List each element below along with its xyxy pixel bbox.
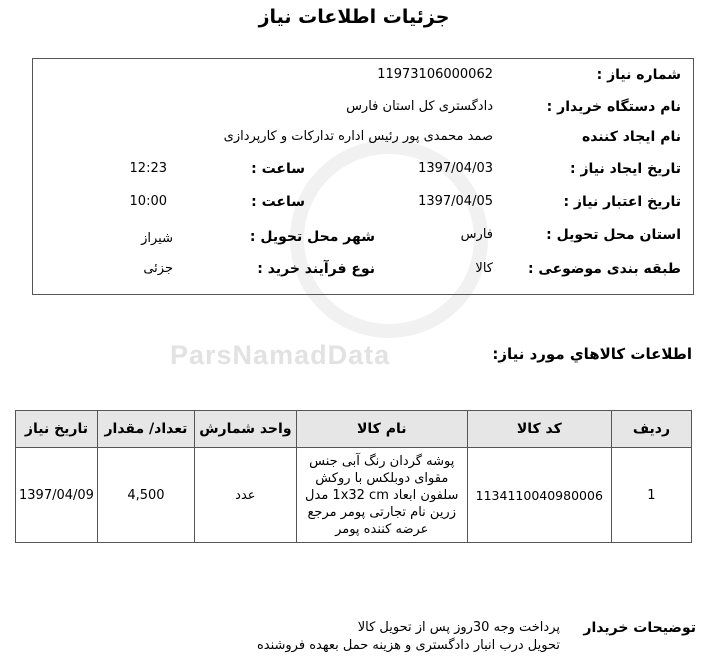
buyer-note-line: تحویل درب انبار دادگستری و هزینه حمل بعهده فروشنده bbox=[256, 638, 560, 653]
table-row bbox=[16, 448, 692, 543]
header-name: نام کالا bbox=[296, 411, 467, 448]
header-index: ردیف bbox=[611, 411, 691, 448]
row-qty: 4,500 bbox=[97, 448, 194, 543]
creator-label: نام ایجاد کننده bbox=[581, 129, 681, 145]
valid-date-value: 1397/04/05 bbox=[418, 194, 493, 209]
need-number-value: 11973106000062 bbox=[377, 67, 493, 82]
city-value: شیراز bbox=[141, 231, 173, 246]
category-value: کالا bbox=[475, 261, 493, 276]
process-label: نوع فرآیند خرید : bbox=[257, 261, 375, 277]
row-date: 1397/04/09 bbox=[16, 448, 98, 543]
row-unit: عدد bbox=[194, 448, 296, 543]
header-unit: واحد شمارش bbox=[194, 411, 296, 448]
creator-value: صمد محمدی پور رئیس اداره تدارکات و کارپردازی bbox=[223, 129, 493, 144]
valid-date-label: تاریخ اعتبار نیاز : bbox=[563, 194, 681, 210]
items-section-title: اطلاعات کالاهاي مورد نياز: bbox=[492, 345, 692, 363]
items-table bbox=[15, 410, 692, 543]
valid-time-label: ساعت : bbox=[251, 194, 305, 210]
city-label: شهر محل تحویل : bbox=[249, 229, 375, 245]
created-date-label: تاریخ ایجاد نیاز : bbox=[569, 161, 681, 177]
row-name: پوشه گردان رنگ آبی جنس مقوای دوبلکس با روکش سلفون ابعاد 1x32 cm مدل زرین نام تجارتی پومر مرجع عرضه کننده پومر bbox=[296, 448, 467, 543]
need-info-panel bbox=[32, 58, 694, 295]
process-value: جزئی bbox=[143, 261, 173, 276]
created-time-value: 12:23 bbox=[129, 161, 167, 176]
row-code: 1134110040980006 bbox=[467, 448, 611, 543]
header-code: کد کالا bbox=[467, 411, 611, 448]
category-label: طبقه بندی موضوعی : bbox=[527, 261, 681, 277]
table-header-row bbox=[16, 411, 692, 448]
row-index: 1 bbox=[611, 448, 691, 543]
watermark-text: ParsNamadData bbox=[170, 340, 391, 370]
province-label: استان محل تحویل : bbox=[546, 227, 681, 243]
province-value: فارس bbox=[460, 227, 493, 242]
header-date: تاریخ نیاز bbox=[16, 411, 98, 448]
buyer-value: دادگستری کل استان فارس bbox=[346, 99, 493, 114]
buyer-note-line: پرداخت وجه 30روز پس از تحویل کالا bbox=[357, 620, 560, 635]
valid-time-value: 10:00 bbox=[129, 194, 167, 209]
buyer-notes-label: توضیحات خریدار bbox=[583, 620, 696, 636]
created-date-value: 1397/04/03 bbox=[418, 161, 493, 176]
page-title: جزئیات اطلاعات نیاز bbox=[258, 6, 450, 28]
header-qty: تعداد/ مقدار bbox=[97, 411, 194, 448]
created-time-label: ساعت : bbox=[251, 161, 305, 177]
buyer-label: نام دستگاه خریدار : bbox=[546, 99, 681, 115]
need-number-label: شماره نیاز : bbox=[596, 67, 681, 83]
